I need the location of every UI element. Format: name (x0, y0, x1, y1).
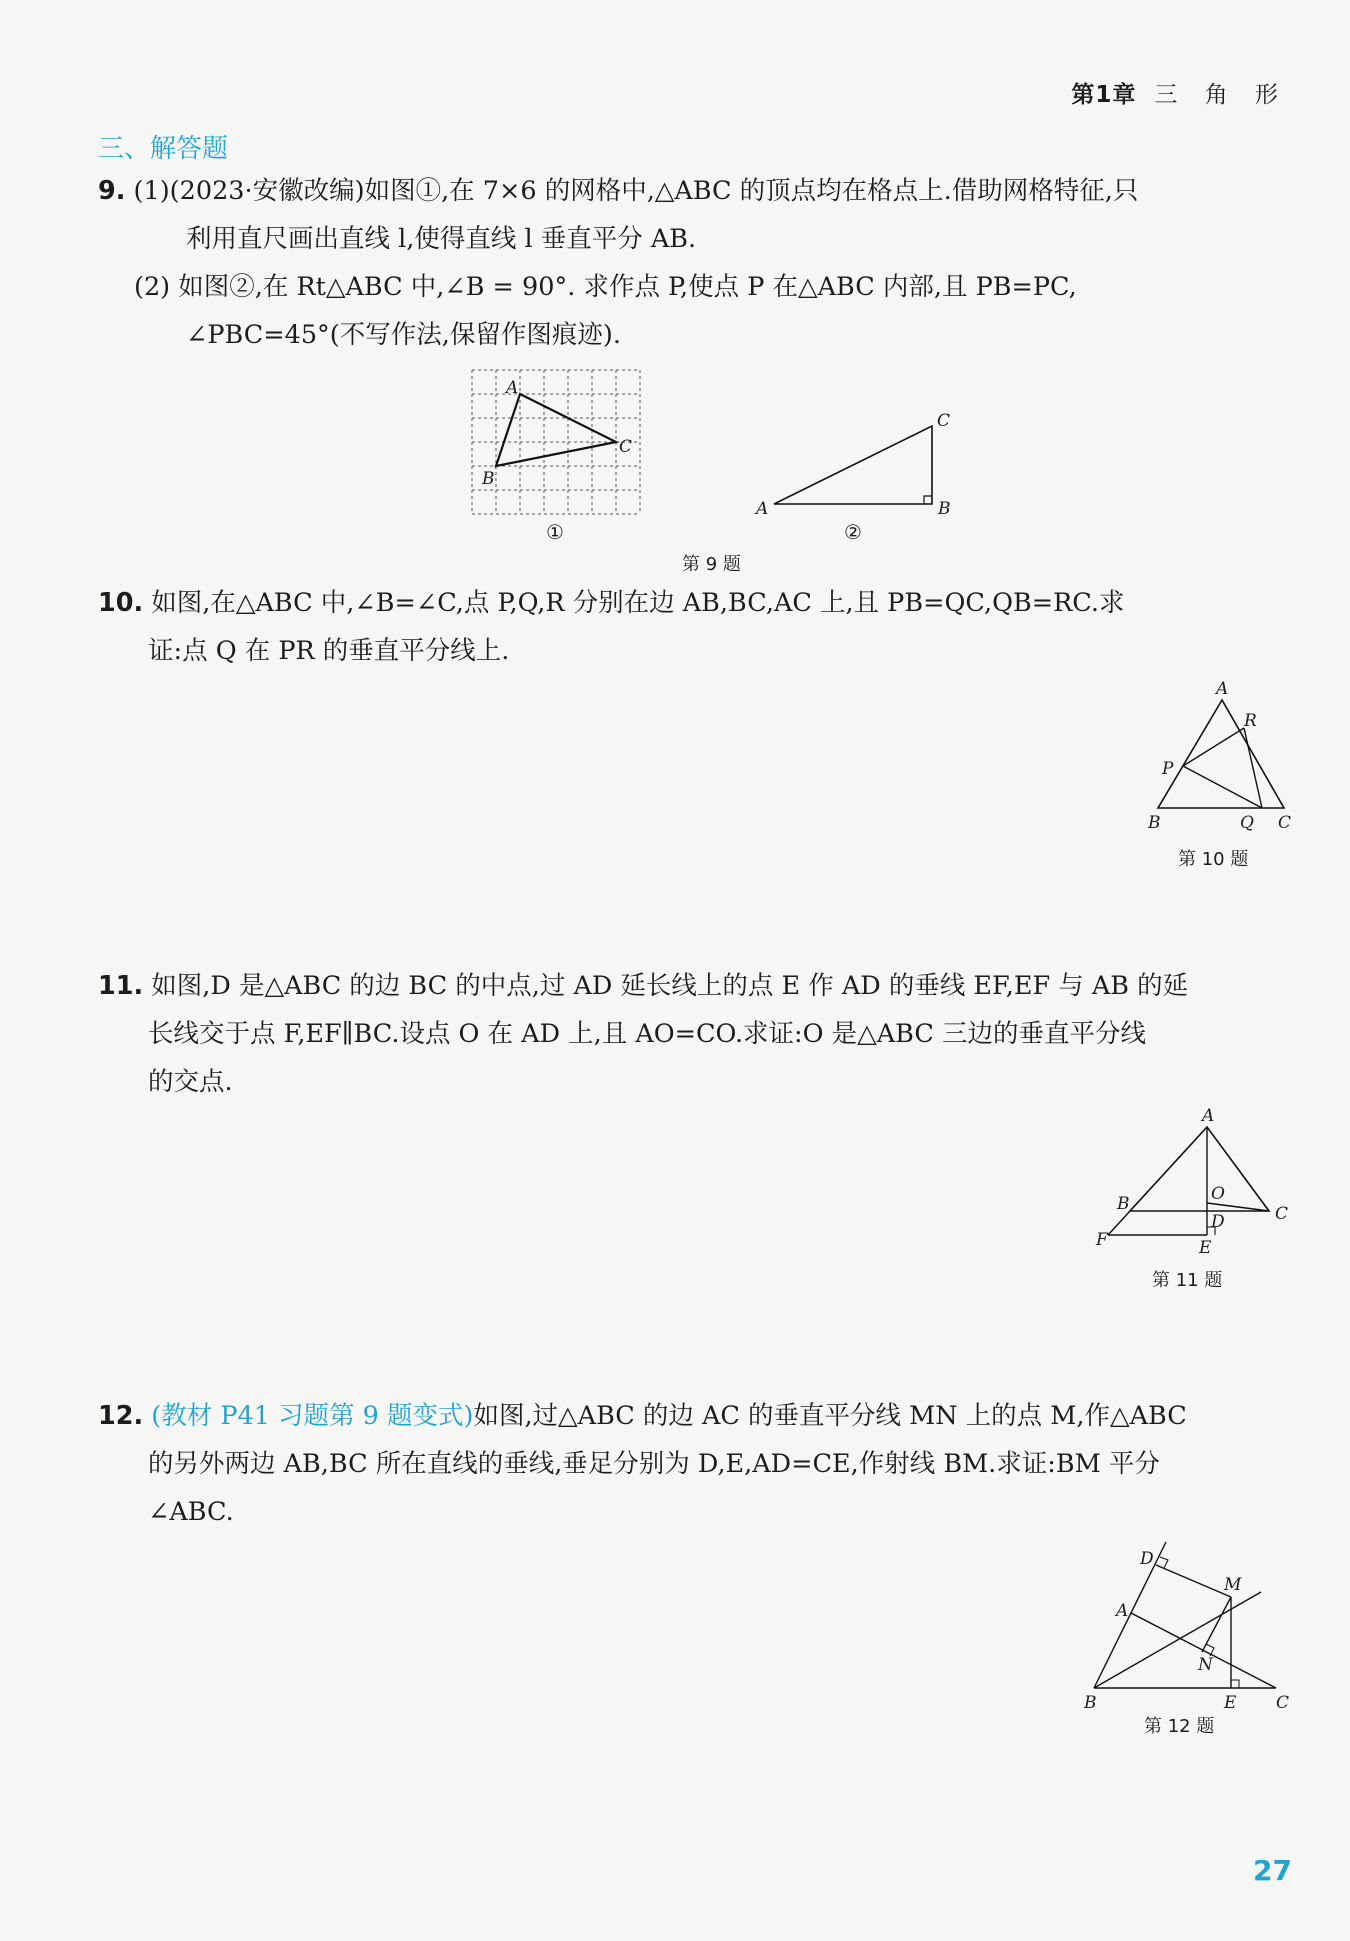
question-number: 11. (98, 971, 144, 1001)
triangle-abc (496, 394, 616, 466)
segment-pq (1183, 766, 1262, 808)
q12-caption: 第 12 题 (1144, 1716, 1215, 1737)
triangle-abc (1130, 1127, 1269, 1211)
segment-oc (1207, 1203, 1269, 1211)
question-number: 12. (98, 1401, 144, 1431)
label-b: B (1117, 1194, 1130, 1214)
page-number: 27 (1253, 1854, 1292, 1887)
label-c: C (1276, 1693, 1290, 1713)
right-angle-mark (924, 496, 932, 504)
q11-caption: 第 11 题 (1152, 1270, 1223, 1291)
q11-line1: 如图,D 是△ABC 的边 BC 的中点,过 AD 延长线上的点 E 作 AD 的垂线 EF,EF 与 AB 的延 (151, 971, 1189, 1001)
label-o: O (1211, 1184, 1225, 1204)
label-b: B (1084, 1693, 1097, 1713)
line-ba-extended (1094, 1542, 1166, 1688)
label-a: A (1202, 1106, 1215, 1126)
label-n: N (1198, 1655, 1213, 1675)
q11-figure (1095, 1105, 1295, 1265)
segment-bf (1108, 1211, 1130, 1235)
question-10 (98, 580, 1293, 627)
triangle-abc (1158, 700, 1284, 808)
question-12 (98, 1393, 1293, 1440)
label-q: Q (1240, 813, 1254, 833)
label-c: C (1275, 1204, 1289, 1224)
chapter-label: 第1章 (1071, 82, 1137, 108)
label-b: B (1148, 813, 1161, 833)
q9-figure-1-label: ① (546, 520, 564, 544)
question-11 (98, 963, 1293, 1010)
right-angle-mark-e (1231, 1680, 1239, 1688)
label-a: A (1116, 1601, 1129, 1621)
q10-caption: 第 10 题 (1178, 849, 1249, 870)
section-title: 三、解答题 (98, 134, 229, 164)
label-r: R (1244, 711, 1257, 731)
right-triangle-abc (774, 426, 932, 504)
label-f: F (1096, 1230, 1108, 1250)
chapter-title: 三 角 形 (1154, 82, 1288, 108)
q9-figure-2-triangle (752, 408, 962, 518)
label-b: B (938, 499, 951, 518)
q9-part1-line2: 利用直尺画出直线 l,使得直线 l 垂直平分 AB. (186, 224, 697, 254)
q9-part2-line1: (2) 如图②,在 Rt△ABC 中,∠B = 90°. 求作点 P,使点 P 在△ABC 内部,且 PB=PC, (134, 272, 1077, 302)
label-c: C (619, 437, 633, 457)
question-9 (98, 168, 1293, 215)
q9-part2-line2: ∠PBC=45°(不写作法,保留作图痕迹). (186, 320, 621, 350)
q9-figure-2-label: ② (844, 520, 862, 544)
label-c: C (1278, 813, 1292, 833)
q12-line3: ∠ABC. (148, 1497, 234, 1527)
q10-line2: 证:点 Q 在 PR 的垂直平分线上. (148, 636, 510, 666)
q12-source: (教材 P41 习题第 9 题变式) (151, 1401, 474, 1431)
label-a: A (756, 499, 769, 518)
label-a: A (506, 378, 519, 398)
q12-line1: 如图,过△ABC 的边 AC 的垂直平分线 MN 上的点 M,作△ABC (473, 1401, 1187, 1431)
label-d: D (1211, 1212, 1225, 1232)
question-number: 10. (98, 588, 144, 618)
q12-line2: 的另外两边 AB,BC 所在直线的垂线,垂足分别为 D,E,AD=CE,作射线 BM.求证:BM 平分 (148, 1449, 1160, 1479)
label-d: D (1140, 1549, 1154, 1569)
segment-pr (1183, 728, 1244, 766)
segment-dm (1156, 1565, 1231, 1597)
label-c: C (937, 411, 951, 431)
q12-figure (1076, 1540, 1296, 1715)
label-p: P (1162, 759, 1174, 779)
q11-line3: 的交点. (148, 1067, 233, 1097)
label-e: E (1224, 1693, 1237, 1713)
right-angle-mark-d (1160, 1557, 1168, 1568)
label-e: E (1199, 1238, 1212, 1258)
label-m: M (1224, 1575, 1242, 1595)
q10-figure (1140, 678, 1300, 838)
q10-line1: 如图,在△ABC 中,∠B=∠C,点 P,Q,R 分别在边 AB,BC,AC 上,且 PB=QC,QB=RC.求 (151, 588, 1125, 618)
q9-part1-line1: (1)(2023·安徽改编)如图①,在 7×6 的网格中,△ABC 的顶点均在格点上.借助网格特征,只 (133, 176, 1139, 206)
page-header (1071, 76, 1288, 109)
q9-figure-1-grid (468, 366, 648, 531)
q11-line2: 长线交于点 F,EF∥BC.设点 O 在 AD 上,且 AO=CO.求证:O 是△ABC 三边的垂直平分线 (148, 1019, 1147, 1049)
segment-rq (1244, 728, 1262, 808)
question-number: 9. (98, 176, 126, 206)
q9-caption: 第 9 题 (682, 554, 741, 575)
label-a: A (1216, 679, 1229, 699)
label-b: B (482, 469, 495, 489)
